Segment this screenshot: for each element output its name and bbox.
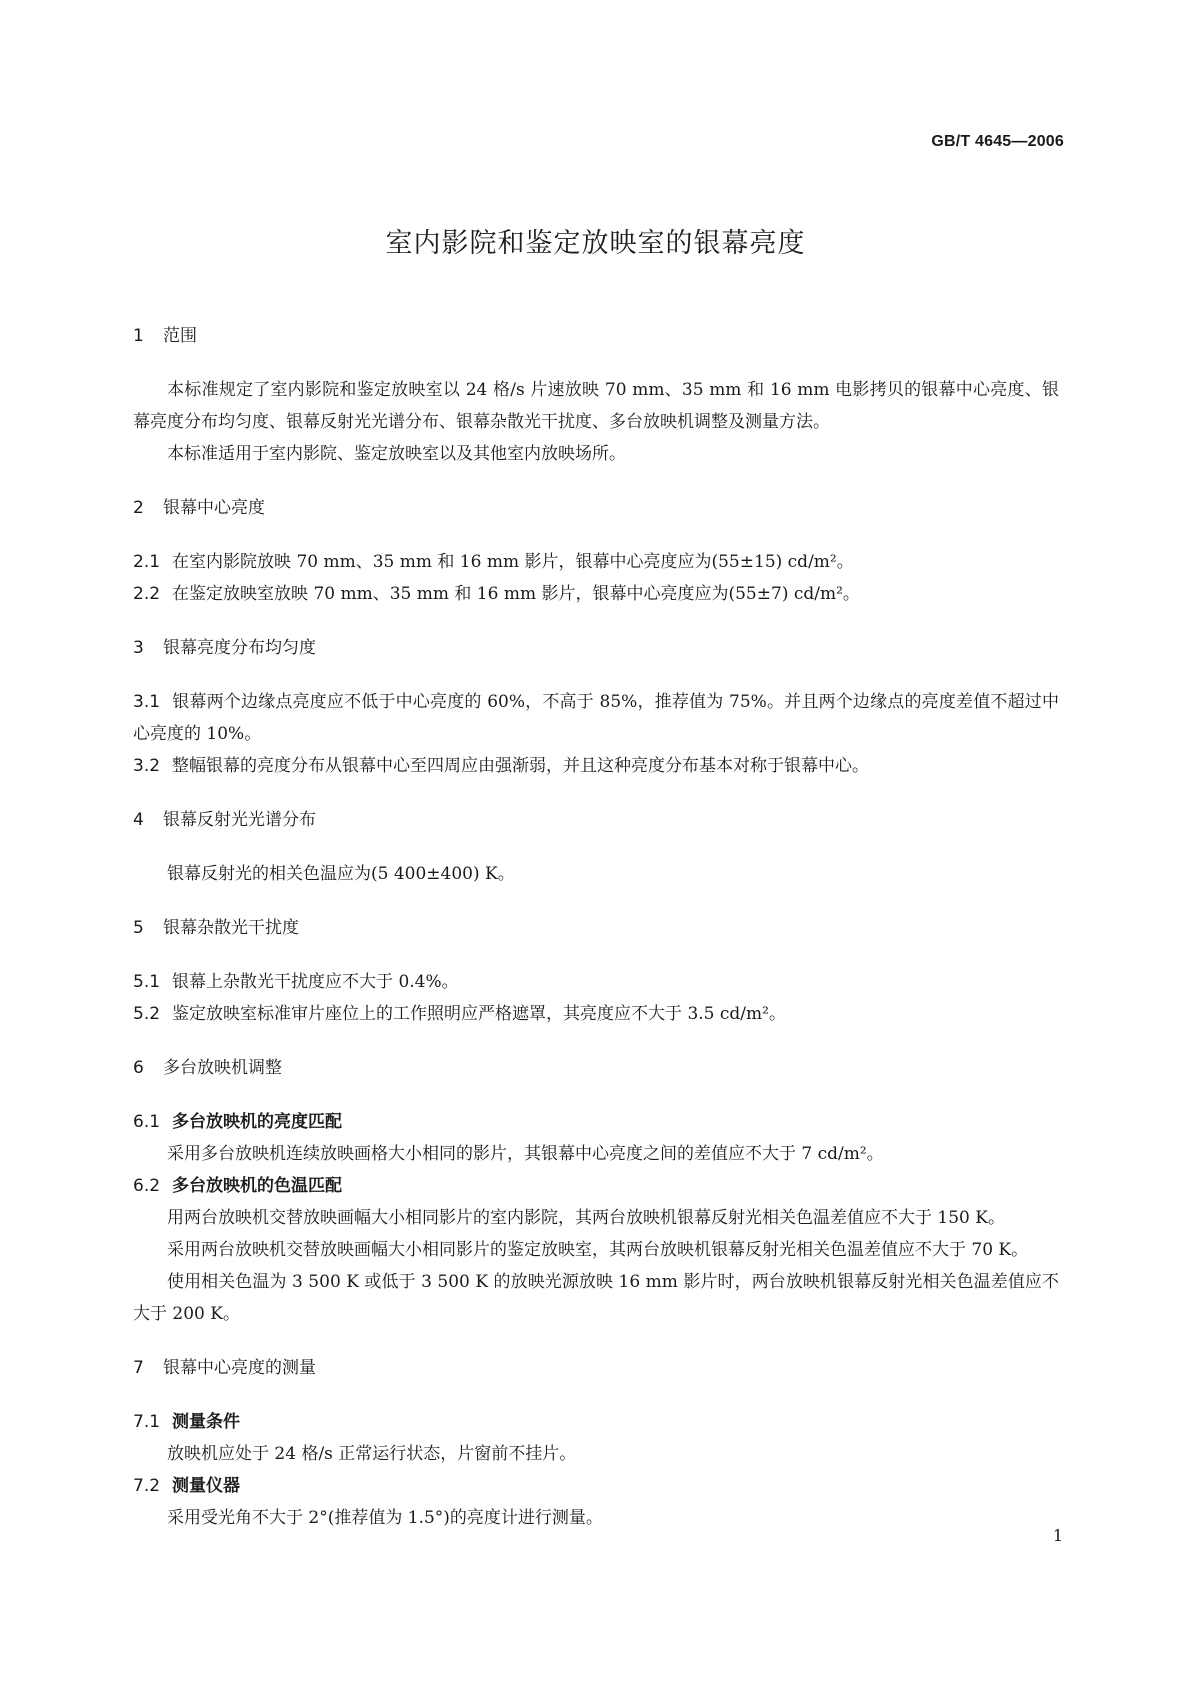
paragraph: 采用受光角不大于 2°(推荐值为 1.5°)的亮度计进行测量。 — [167, 1508, 603, 1528]
clause-text: 鉴定放映室标准审片座位上的工作照明应严格遮罩，其亮度应不大于 3.5 cd/m²。 — [172, 1004, 786, 1024]
clause-number: 5.2 — [133, 1004, 161, 1024]
subsection-heading — [133, 1170, 1059, 1202]
subsection-number: 6.2 — [133, 1176, 161, 1196]
clause-text: 整幅银幕的亮度分布从银幕中心至四周应由强渐弱，并且这种亮度分布基本对称于银幕中心。 — [172, 756, 870, 776]
section-number: 4 — [133, 810, 144, 830]
section-heading — [133, 1052, 1059, 1084]
section-heading — [133, 492, 1059, 524]
paragraph: 用两台放映机交替放映画幅大小相同影片的室内影院，其两台放映机银幕反射光相关色温差值应不大于 150 K。 — [167, 1208, 1005, 1228]
paragraph: 使用相关色温为 3 500 K 或低于 3 500 K 的放映光源放映 16 mm 影片时，两台放映机银幕反射光相关色温差值应不大于 200 K。 — [133, 1272, 1059, 1324]
clause-text: 在鉴定放映室放映 70 mm、35 mm 和 16 mm 影片，银幕中心亮度应为(55±7) cd/m²。 — [172, 584, 860, 604]
clause — [133, 578, 1059, 610]
section-heading — [133, 632, 1059, 664]
section-number: 5 — [133, 918, 144, 938]
section-heading — [133, 804, 1059, 836]
clause — [133, 750, 1059, 782]
paragraph: 银幕反射光的相关色温应为(5 400±400) K。 — [167, 864, 515, 884]
subsection-title: 测量条件 — [172, 1412, 241, 1432]
subsection-number: 7.2 — [133, 1476, 161, 1496]
clause-number: 3.1 — [133, 692, 161, 712]
section-title: 银幕中心亮度 — [163, 498, 265, 518]
section-title: 银幕反射光光谱分布 — [163, 810, 316, 830]
subsection-title: 多台放映机的亮度匹配 — [172, 1112, 343, 1132]
paragraph: 采用两台放映机交替放映画幅大小相同影片的鉴定放映室，其两台放映机银幕反射光相关色温差值应不大于 70 K。 — [167, 1240, 1029, 1260]
clause-number: 2.1 — [133, 552, 161, 572]
subsection-number: 7.1 — [133, 1412, 161, 1432]
section-title: 银幕中心亮度的测量 — [163, 1358, 316, 1378]
subsection-heading — [133, 1106, 1059, 1138]
section-heading — [133, 912, 1059, 944]
clause-number: 3.2 — [133, 756, 161, 776]
clause-text: 银幕两个边缘点亮度应不低于中心亮度的 60%，不高于 85%，推荐值为 75%。并且两个边缘点的亮度差值不超过中心亮度的 10%。 — [133, 692, 1059, 744]
paragraph: 放映机应处于 24 格/s 正常运行状态，片窗前不挂片。 — [167, 1444, 577, 1464]
section-heading — [133, 320, 1059, 352]
subsection-title: 多台放映机的色温匹配 — [172, 1176, 343, 1196]
section-title: 银幕杂散光干扰度 — [163, 918, 299, 938]
subsection-heading — [133, 1470, 1059, 1502]
clause — [133, 966, 1059, 998]
clause-text: 在室内影院放映 70 mm、35 mm 和 16 mm 影片，银幕中心亮度应为(55±15) cd/m²。 — [172, 552, 854, 572]
section-number: 1 — [133, 326, 144, 346]
standard-code: GB/T 4645—2006 — [931, 133, 1064, 150]
clause-number: 5.1 — [133, 972, 161, 992]
paragraph: 本标准规定了室内影院和鉴定放映室以 24 格/s 片速放映 70 mm、35 mm 和 16 mm 电影拷贝的银幕中心亮度、银幕亮度分布均匀度、银幕反射光光谱分布、银幕杂散光干扰度、多台放映机调整及测量方法。 — [133, 380, 1059, 432]
subsection-number: 6.1 — [133, 1112, 161, 1132]
clause — [133, 546, 1059, 578]
clause-text: 银幕上杂散光干扰度应不大于 0.4%。 — [172, 972, 459, 992]
section-title: 多台放映机调整 — [163, 1058, 282, 1078]
document-title: 室内影院和鉴定放映室的银幕亮度 — [385, 228, 806, 259]
section-heading — [133, 1352, 1059, 1384]
section-number: 3 — [133, 638, 144, 658]
paragraph: 本标准适用于室内影院、鉴定放映室以及其他室内放映场所。 — [167, 444, 626, 464]
document-body — [133, 320, 1059, 1534]
section-number: 2 — [133, 498, 144, 518]
subsection-heading — [133, 1406, 1059, 1438]
clause — [133, 998, 1059, 1030]
section-title: 范围 — [163, 326, 197, 346]
section-title: 银幕亮度分布均匀度 — [163, 638, 316, 658]
section-number: 6 — [133, 1058, 144, 1078]
subsection-title: 测量仪器 — [172, 1476, 241, 1496]
paragraph: 采用多台放映机连续放映画格大小相同的影片，其银幕中心亮度之间的差值应不大于 7 cd/m²。 — [167, 1144, 884, 1164]
page-number: 1 — [1052, 1526, 1063, 1545]
clause — [133, 686, 1059, 750]
section-number: 7 — [133, 1358, 144, 1378]
clause-number: 2.2 — [133, 584, 161, 604]
